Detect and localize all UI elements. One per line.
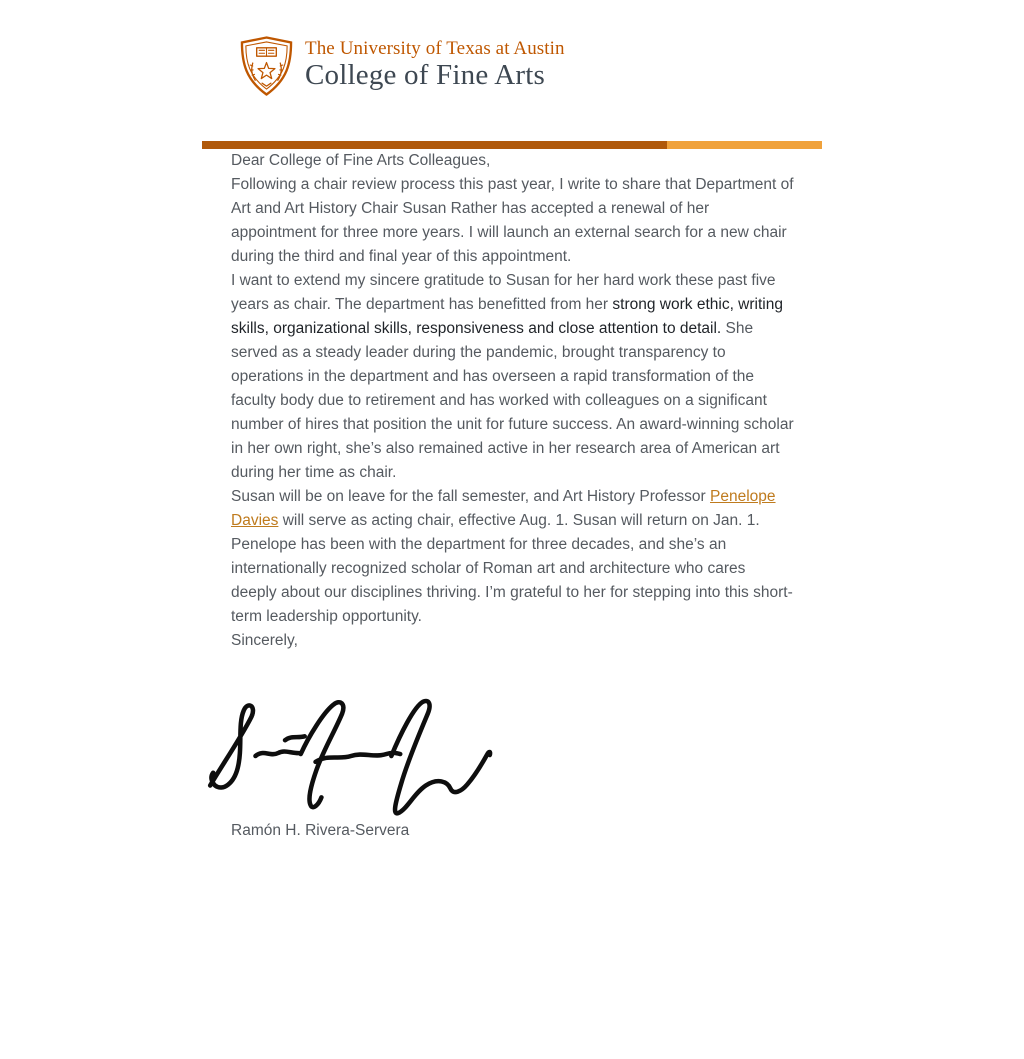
logo-wordmark <box>305 35 565 91</box>
letter-paragraph <box>231 485 794 629</box>
email-page <box>202 35 822 843</box>
university-logo <box>239 35 822 97</box>
body-text: Following a chair review process this past year, I write to share that Department of Art and Art History Chair Susan Rather has accepted a renewal of her appointment for three more years. I will launch an external search for a new chair during the third and final year of this appointment. <box>231 176 794 265</box>
penelope-davies-link[interactable]: Penelope Davies <box>231 488 776 529</box>
sender-name: Ramón H. Rivera-Servera <box>231 822 410 839</box>
divider-bar-dark <box>202 141 667 149</box>
divider-bar-light <box>667 141 822 149</box>
divider-bar <box>202 141 822 149</box>
letter-paragraph <box>231 173 794 269</box>
letter-paragraph <box>231 269 794 485</box>
ut-shield-icon <box>239 35 294 97</box>
body-text: I want to extend my sincere gratitude to Susan for her hard work these past five years as chair. The department has benefitted from her <box>231 272 776 313</box>
signature-image <box>205 691 495 819</box>
closing: Sincerely, <box>231 632 298 649</box>
body-text: She served as a steady leader during the pandemic, brought transparency to operations in the department and has overseen a rapid transformation of the faculty body due to retirement and has worked with colleagues on a significant number of hires that position the unit for future success. An award-winning scholar in her own right, she’s also remained active in her research area of American art during her time as chair. <box>231 320 794 481</box>
salutation: Dear College of Fine Arts Colleagues, <box>231 152 491 169</box>
emphasized-text: strong work ethic, writing skills, organizational skills, responsiveness and close attention to detail. <box>231 296 783 337</box>
body-text: Susan will be on leave for the fall semester, and Art History Professor <box>231 488 711 505</box>
letter-body <box>231 173 794 629</box>
body-text: will serve as acting chair, effective Aug. 1. Susan will return on Jan. 1. Penelope has been with the department for three decades, and she’s an internationally recognized scholar of Roman art and architecture who cares deeply about our disciplines thriving. I’m grateful to her for stepping into this short-term leadership opportunity. <box>231 512 793 625</box>
university-name: The University of Texas at Austin <box>305 38 565 59</box>
college-name: College of Fine Arts <box>305 59 546 91</box>
letter-content <box>202 149 822 843</box>
